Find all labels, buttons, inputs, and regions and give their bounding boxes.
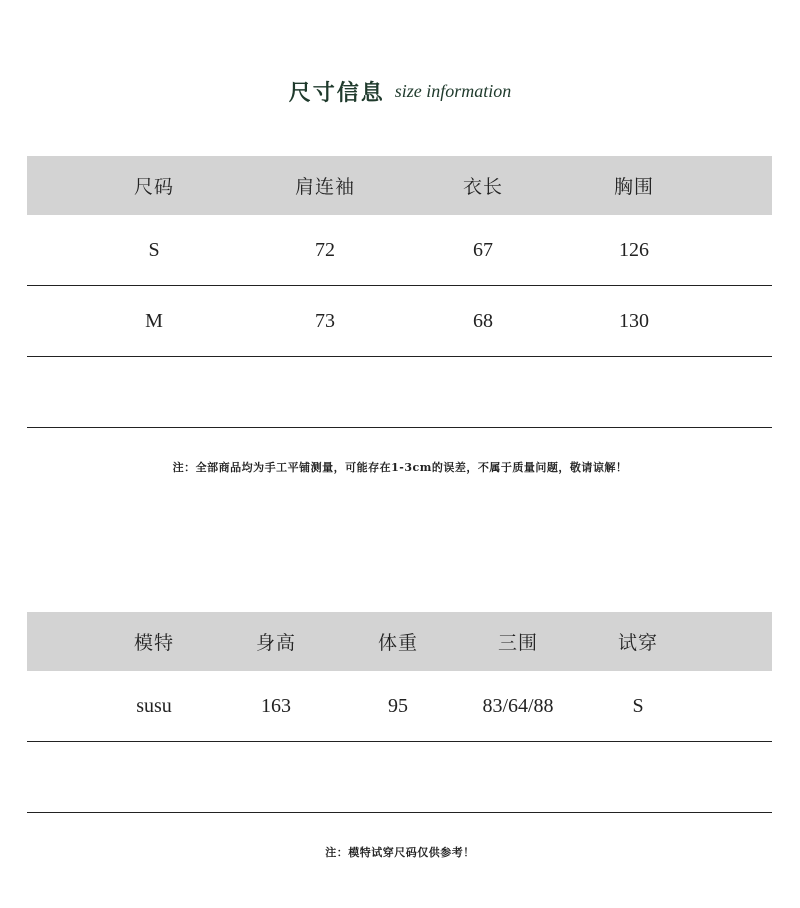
size-header-length: 衣长 xyxy=(462,176,503,198)
title-english: size information xyxy=(394,81,512,101)
size-header-size: 尺码 xyxy=(133,176,174,198)
size-cell: S xyxy=(148,238,160,261)
model-table xyxy=(27,612,772,813)
model-table-header xyxy=(27,612,772,671)
model-name-cell: susu xyxy=(136,694,172,717)
chest-cell: 126 xyxy=(619,238,649,261)
table-row xyxy=(27,671,772,742)
weight-cell: 95 xyxy=(388,694,408,717)
model-header-model: 模特 xyxy=(133,632,174,654)
chest-cell xyxy=(574,357,694,427)
length-cell: 67 xyxy=(473,238,493,261)
measurements-cell xyxy=(458,742,578,812)
shoulder-sleeve-cell: 73 xyxy=(315,309,335,332)
table-row-empty xyxy=(27,357,772,428)
measurements-cell: 83/64/88 xyxy=(482,694,554,717)
table-row xyxy=(27,286,772,357)
size-cell: M xyxy=(145,309,163,332)
size-cell xyxy=(94,357,214,427)
size-header-chest: 胸围 xyxy=(613,176,654,198)
model-name-cell xyxy=(94,742,214,812)
length-cell xyxy=(423,357,543,427)
model-header-measurements: 三围 xyxy=(497,632,538,654)
shoulder-sleeve-cell xyxy=(265,357,385,427)
height-cell: 163 xyxy=(261,694,291,717)
model-header-height: 身高 xyxy=(255,632,296,654)
model-header-weight: 体重 xyxy=(377,632,418,654)
size-table-header xyxy=(27,156,772,215)
size-table xyxy=(27,156,772,428)
table-row-empty xyxy=(27,742,772,813)
size-table-note: 注：全部商品均为手工平铺测量，可能存在1-3cm的误差，不属于质量问题，敬请谅解！ xyxy=(172,461,628,474)
model-header-fitting: 试穿 xyxy=(617,632,658,654)
length-cell: 68 xyxy=(473,309,493,332)
height-cell xyxy=(216,742,336,812)
fitting-size-cell xyxy=(578,742,698,812)
title-chinese: 尺寸信息 xyxy=(288,80,385,106)
shoulder-sleeve-cell: 72 xyxy=(315,238,335,261)
size-header-shoulder-sleeve: 肩连袖 xyxy=(294,176,355,198)
fitting-size-cell: S xyxy=(632,694,644,717)
page-title xyxy=(0,76,800,107)
model-table-note: 注：模特试穿尺码仅供参考！ xyxy=(325,846,475,859)
chest-cell: 130 xyxy=(619,309,649,332)
table-row xyxy=(27,215,772,286)
weight-cell xyxy=(338,742,458,812)
